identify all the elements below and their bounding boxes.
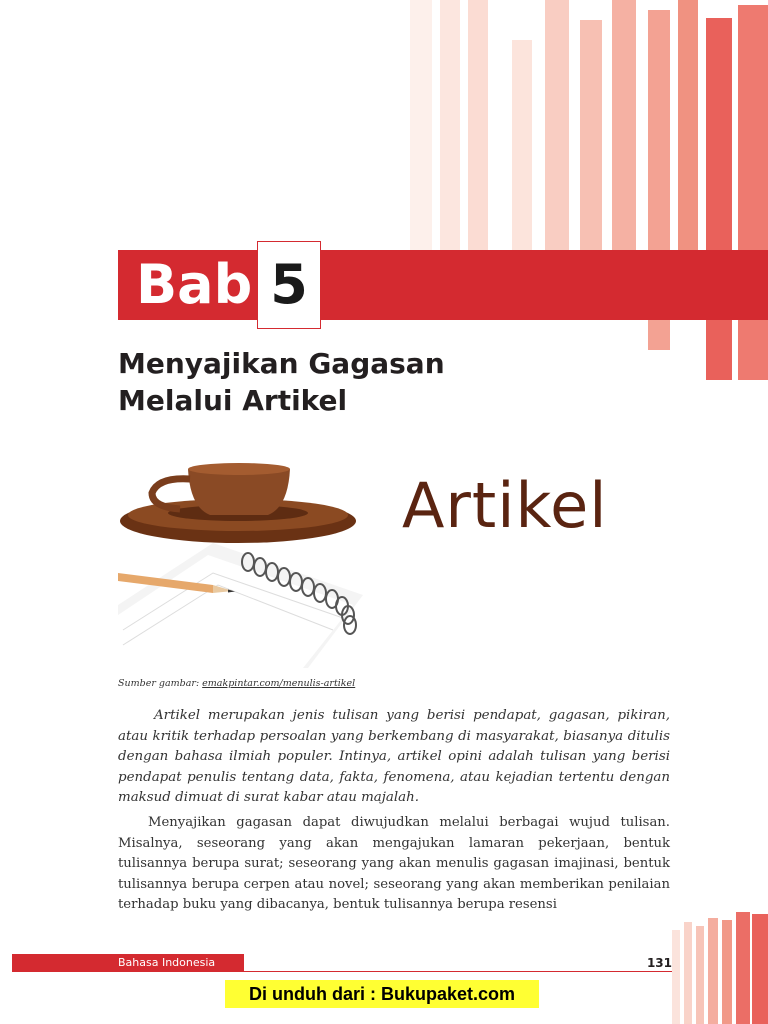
download-banner-text: Di unduh dari : Bukupaket.com — [248, 984, 516, 1004]
illustration-word: Artikel — [402, 469, 608, 542]
footer-book-title: Bahasa Indonesia — [118, 956, 216, 969]
body-paragraph: Menyajikan gagasan dapat diwujudkan melalui berbagai wujud tulisan. Misalnya, seseorang yang akan mengajukan lamaran pekerjaan, bentuk tulisannya berupa surat; seseorang yang akan menulis gagasan imajinasi, bentuk tulisannya berupa cerpen atau novel; seseorang yang akan memberikan penilaian terhadap buku yang dibacanya, bentuk tulisannya berupa resensi — [118, 815, 670, 912]
caption-source-link[interactable]: emakpintar.com/menulis-artikel — [202, 678, 356, 689]
page-number: 131 — [646, 956, 672, 970]
footer-rule — [244, 971, 672, 972]
coffee-notebook-illustration — [118, 455, 698, 670]
chapter-illustration — [118, 455, 698, 670]
coffee-cup-icon — [120, 463, 356, 543]
intro-paragraph: Artikel merupakan jenis tulisan yang berisi pendapat, gagasan, pikiran, atau kritik terhadap persoalan yang berkembang di masyarakat, biasanya ditulis dengan bahasa ilmiah populer. Intinya, artikel opini adalah tulisan yang berisi pendapat penulis tentang data, fakta, fenomena, atau kejadian tertentu dengan maksud dimuat di surat kabar atau majalah. — [118, 708, 670, 805]
caption-prefix: Sumber gambar: — [118, 678, 203, 689]
chapter-number-box — [257, 241, 321, 329]
notebook-image — [118, 543, 363, 668]
chapter-label: Bab — [136, 253, 253, 316]
chapter-title — [118, 345, 538, 419]
download-banner — [225, 980, 539, 1008]
chapter-title-line-2: Melalui Artikel — [118, 384, 348, 417]
chapter-title-line-1: Menyajikan Gagasan — [118, 347, 445, 380]
image-caption — [118, 678, 355, 689]
chapter-number: 5 — [270, 253, 308, 316]
